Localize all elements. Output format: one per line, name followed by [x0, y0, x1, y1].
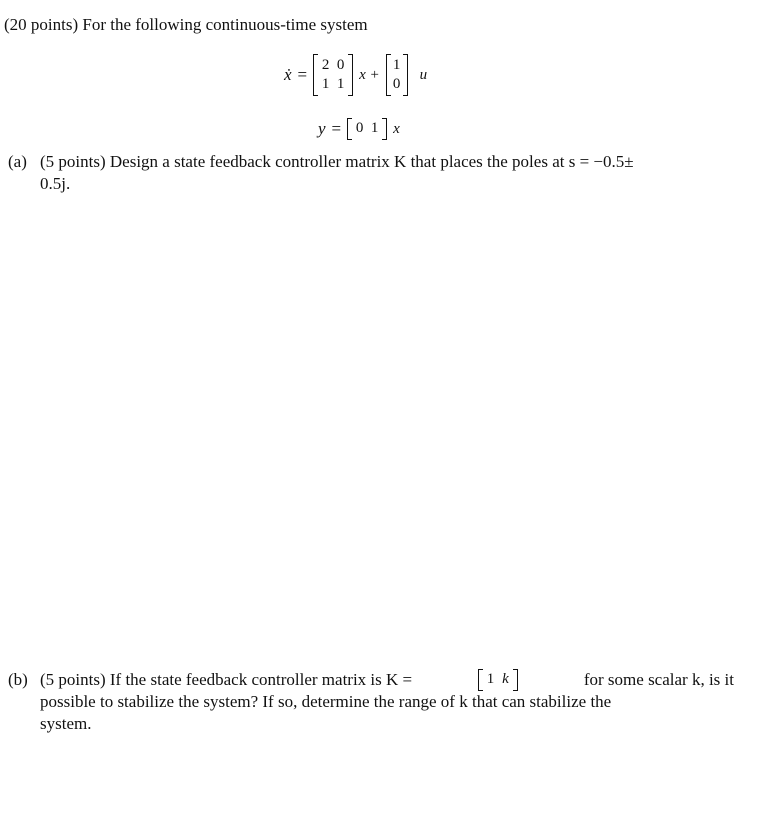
equals-sign: = [297, 65, 308, 84]
part-b-post: for some scalar k, is it [583, 670, 734, 689]
matrix-c-cell: 1 [370, 120, 379, 136]
x-symbol: x [393, 120, 400, 137]
output-equation [318, 118, 400, 140]
part-b-label: (b) [8, 670, 28, 689]
part-b-line1 [40, 669, 734, 691]
part-a-line1: (5 points) Design a state feedback controller matrix K that places the poles at s = −0.5± [40, 152, 634, 171]
problem-header: (20 points) For the following continuous-time system [4, 15, 368, 34]
matrix-b [386, 54, 408, 96]
equals-sign: = [331, 119, 342, 138]
matrix-c-cell: 0 [355, 120, 364, 136]
matrix-a [313, 54, 353, 96]
part-b-line2: possible to stabilize the system? If so, determine the range of k that can stabilize the [40, 692, 612, 711]
matrix-k-cell: k [502, 671, 509, 687]
y-symbol: y [318, 119, 326, 138]
matrix-k-cell: 1 [486, 671, 495, 687]
part-a-line2: 0.5j. [40, 174, 71, 193]
x-plus-term: x + [359, 66, 380, 83]
matrix-k [478, 669, 518, 691]
part-b-pre: (5 points) If the state feedback controller matrix is K = [40, 670, 413, 689]
matrix-a-cell: 0 [336, 57, 345, 73]
part-a-label: (a) [8, 152, 27, 171]
u-symbol: u [419, 66, 428, 83]
part-b-line3: system. [40, 714, 92, 733]
matrix-a-cell: 2 [321, 57, 330, 73]
matrix-a-cell: 1 [321, 76, 330, 92]
xdot-symbol: ẋ [284, 65, 292, 84]
state-equation [284, 52, 427, 98]
matrix-b-cell: 0 [392, 76, 401, 92]
matrix-c [347, 118, 387, 140]
matrix-b-cell: 1 [392, 57, 401, 73]
matrix-a-cell: 1 [336, 76, 345, 92]
